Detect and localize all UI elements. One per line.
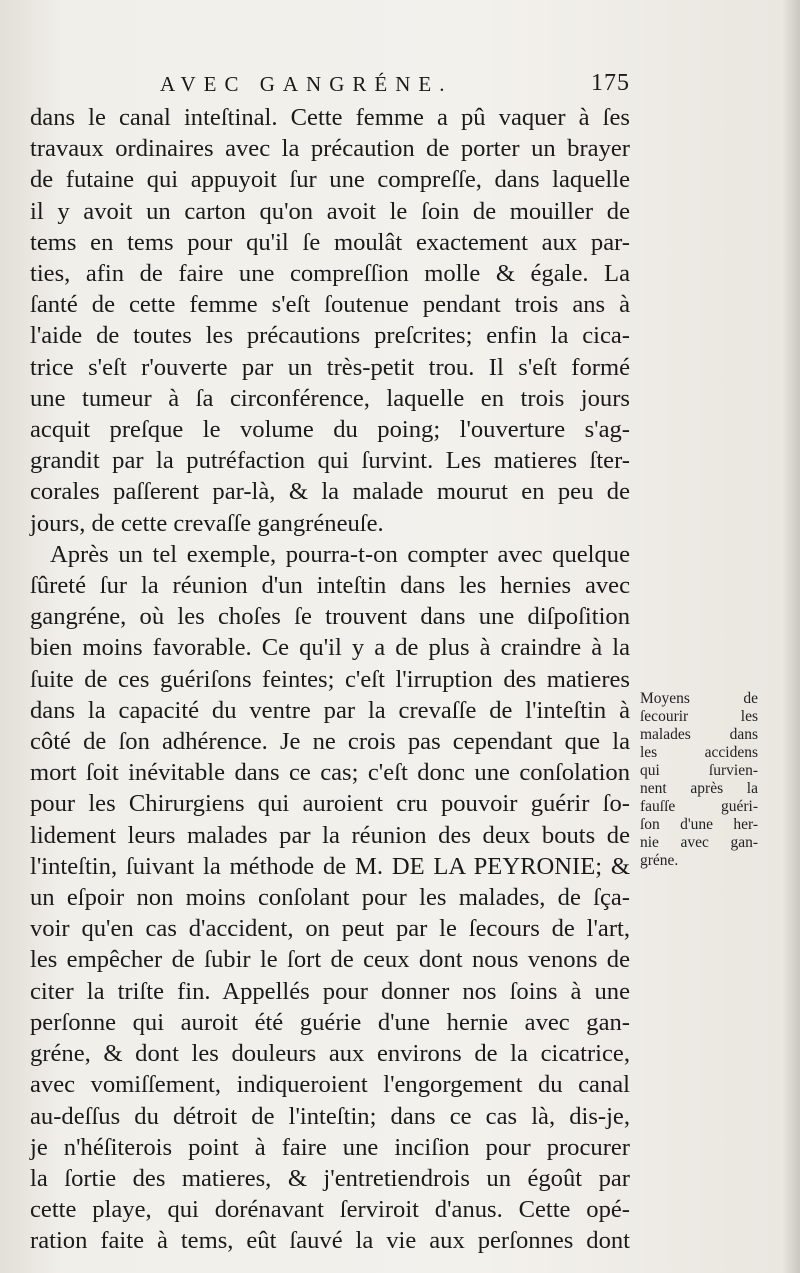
text-line: corales paſſerent par-là, & la malade mourut en peu de [30, 478, 630, 506]
text-line: tems en tems pour qu'il ſe moulât exactement aux par- [30, 228, 630, 256]
margin-note-line: ſon d'une her- [640, 816, 758, 833]
text-line: dans le canal inteſtinal. Cette femme a pû vaquer à ſes [30, 104, 630, 131]
text-line: gangréne, où les choſes ſe trouvent dans une diſpoſition [30, 603, 630, 631]
body-text [30, 102, 630, 1257]
text-line: il y avoit un carton qu'on avoit le ſoin de mouiller de [30, 197, 630, 225]
text-line: côté de ſon adhérence. Je ne crois pas cependant que la [30, 728, 630, 756]
text-line: lidement leurs malades par la réunion des deux bouts de [30, 821, 630, 849]
page-gutter-shadow [782, 0, 800, 1273]
margin-note-line: Moyens de [640, 690, 758, 707]
text-line: acquit preſque le volume du poing; l'ouverture s'ag- [30, 416, 630, 444]
text-line: avec vomiſſement, indiqueroient l'engorgement du canal [30, 1071, 630, 1099]
page-header [160, 70, 630, 104]
text-line: ties, afin de faire une compreſſion molle & égale. La [30, 260, 630, 288]
text-line: de futaine qui appuyoit ſur une compreſſe, dans laquelle [30, 166, 630, 194]
text-line: les empêcher de ſubir le ſort de ceux dont nous venons de [30, 946, 630, 974]
text-line: dans la capacité du ventre par la crevaſſe de l'inteſtin à [30, 696, 630, 724]
text-line: bien moins favorable. Ce qu'il y a de plus à craindre à la [30, 634, 630, 662]
margin-note-line: gréne. [640, 852, 679, 869]
text-line: ration faite à tems, eût ſauvé la vie aux perſonnes dont [30, 1227, 630, 1255]
margin-note-line: fauſſe guéri- [640, 798, 758, 815]
text-line: gréne, & dont les douleurs aux environs de la cicatrice, [30, 1040, 630, 1068]
text-line: ſanté de cette femme s'eſt ſoutenue pendant trois ans à [30, 291, 630, 319]
page-number: 175 [591, 70, 630, 96]
margin-note [640, 690, 758, 870]
text-line: un eſpoir non moins conſolant pour les malades, de ſça- [30, 884, 630, 912]
margin-note-line: nie avec gan- [640, 834, 758, 851]
text-line: travaux ordinaires avec la précaution de porter un brayer [30, 135, 630, 163]
margin-note-line: les accidens [640, 744, 758, 761]
text-line: l'inteſtin, ſuivant la méthode de M. DE LA PEYRONIE; & [30, 852, 630, 880]
margin-note-line: malades dans [640, 726, 758, 743]
text-line: ſuite de ces guériſons feintes; c'eſt l'irruption des matieres [30, 665, 630, 693]
text-line: ſûreté ſur la réunion d'un inteſtin dans les hernies avec [30, 572, 630, 600]
paragraph-start-line: Après un tel exemple, pourra-t-on compter avec quelque [50, 540, 630, 568]
running-head: AVEC GANGRÉNE. [160, 72, 453, 96]
text-line: perſonne qui auroit été guérie d'une hernie avec gan- [30, 1008, 630, 1036]
text-line: trice s'eſt r'ouverte par un très-petit trou. Il s'eſt formé [30, 353, 630, 381]
text-line: citer la triſte fin. Appellés pour donner nos ſoins à une [30, 977, 630, 1005]
text-line: je n'héſiterois point à faire une inciſion pour procurer [30, 1133, 630, 1161]
text-line: voir qu'en cas d'accident, on peut par le ſecours de l'art, [30, 915, 630, 943]
margin-note-line: ſecourir les [640, 708, 758, 725]
text-line: pour les Chirurgiens qui auroient cru pouvoir guérir ſo- [30, 790, 630, 818]
text-line: l'aide de toutes les précautions preſcrites; enfin la cica- [30, 322, 630, 350]
margin-note-line: qui ſurvien- [640, 762, 758, 779]
text-line: grandit par la putréfaction qui ſurvint. Les matieres ſter- [30, 447, 630, 475]
text-line: jours, de cette crevaſſe gangréneuſe. [30, 509, 384, 537]
text-line: la ſortie des matieres, & j'entretiendrois un égoût par [30, 1164, 630, 1192]
text-line: au-deſſus du détroit de l'inteſtin; dans ce cas là, dis-je, [30, 1102, 630, 1130]
margin-note-line: nent après la [640, 780, 758, 797]
text-line: une tumeur à ſa circonférence, laquelle en trois jours [30, 384, 630, 412]
text-line: mort ſoit inévitable dans ce cas; c'eſt donc une conſolation [30, 759, 630, 787]
text-line: cette playe, qui dorénavant ſerviroit d'anus. Cette opé- [30, 1196, 630, 1224]
